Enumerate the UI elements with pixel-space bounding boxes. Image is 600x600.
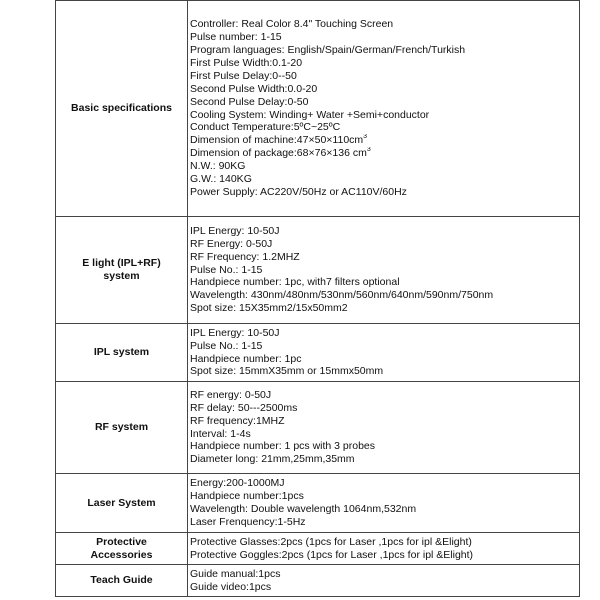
- row-label-line: Accessories: [90, 548, 153, 561]
- spec-line: Program languages: English/Spain/German/French/Turkish: [190, 43, 466, 56]
- spec-line: Handpiece number: 1 pcs with 3 probes: [190, 440, 376, 453]
- row-label-line: Protective: [96, 535, 147, 548]
- row-label: [56, 533, 188, 565]
- spec-line: Conduct Temperature:5ºC~25ºC: [190, 121, 341, 134]
- table-row-ipl-system: [56, 324, 580, 382]
- spec-line: Spot size: 15X35mm2/15x50mm2: [190, 302, 348, 315]
- spec-line: RF Frequency: 1.2MHZ: [190, 250, 300, 263]
- spec-line: Wavelength: 430nm/480nm/530nm/560nm/640nm/590nm/750nm: [190, 289, 494, 302]
- cubic-superscript: 3: [363, 134, 368, 141]
- row-label-line: system: [103, 270, 140, 282]
- spec-line: Diameter long: 21mm,25mm,35mm: [190, 453, 355, 466]
- row-content: [188, 324, 580, 382]
- spec-line: First Pulse Width:0.1-20: [190, 56, 303, 69]
- table-row-basic-specifications: [56, 1, 580, 217]
- specifications-table: [55, 0, 580, 597]
- spec-line: RF delay: 50---2500ms: [190, 401, 298, 414]
- table-row-protective-accessories: [56, 533, 580, 565]
- row-label: RF system: [56, 382, 188, 474]
- spec-line: Second Pulse Width:0.0-20: [190, 82, 318, 95]
- row-content: [188, 217, 580, 324]
- row-label-line: E light (IPL+RF): [82, 257, 161, 269]
- row-content: [188, 1, 580, 217]
- table-row-rf-system: [56, 382, 580, 474]
- spec-line: RF frequency:1MHZ: [190, 414, 285, 427]
- spec-line: Pulse No.: 1-15: [190, 339, 263, 352]
- spec-line: Handpiece number: 1pc, with7 filters optional: [190, 276, 400, 289]
- row-label: [56, 217, 188, 324]
- spec-line: Guide manual:1pcs: [190, 567, 281, 580]
- spec-line: Handpiece number:1pcs: [190, 490, 304, 503]
- spec-line: RF energy: 0-50J: [190, 388, 272, 401]
- package-dimension-text: Dimension of package:68×76×136 cm: [190, 147, 367, 160]
- row-label: IPL system: [56, 324, 188, 382]
- spec-line: IPL Energy: 10-50J: [190, 224, 280, 237]
- row-content: [188, 533, 580, 565]
- spec-line: Guide video:1pcs: [190, 580, 272, 593]
- row-label: Laser System: [56, 474, 188, 533]
- spec-line: IPL Energy: 10-50J: [190, 326, 280, 339]
- row-content: [188, 382, 580, 474]
- row-label: Teach Guide: [56, 565, 188, 597]
- spec-line: RF Energy: 0-50J: [190, 237, 273, 250]
- spec-line: [190, 147, 577, 160]
- spec-line: Energy:200-1000MJ: [190, 477, 285, 490]
- spec-line: Pulse No.: 1-15: [190, 263, 263, 276]
- spec-line: Power Supply: AC220V/50Hz or AC110V/60Hz: [190, 185, 407, 198]
- spec-line: First Pulse Delay:0--50: [190, 69, 297, 82]
- spec-line: Protective Glasses:2pcs (1pcs for Laser ,1pcs for ipl &Elight): [190, 535, 472, 548]
- spec-line: Cooling System: Winding+ Water +Semi+conductor: [190, 108, 430, 121]
- row-content: [188, 474, 580, 533]
- spec-line: Wavelength: Double wavelength 1064nm,532nm: [190, 503, 417, 515]
- spec-line: Laser Frenquency:1-5Hz: [190, 515, 306, 528]
- spec-line: N.W.: 90KG: [190, 160, 246, 173]
- spec-line: Protective Goggles:2pcs (1pcs for Laser ,1pcs for ipl &Elight): [190, 548, 474, 561]
- table-row-laser-system: [56, 474, 580, 533]
- machine-dimension-text: Dimension of machine:47×50×110cm: [190, 134, 364, 147]
- spec-line: [190, 134, 577, 147]
- spec-line: Interval: 1-4s: [190, 427, 251, 440]
- table-row-teach-guide: [56, 565, 580, 597]
- spec-line: Spot size: 15mmX35mm or 15mmx50mm: [190, 365, 384, 378]
- spec-line: Handpiece number: 1pc: [190, 352, 302, 365]
- cubic-superscript: 3: [366, 147, 371, 154]
- spec-line: Controller: Real Color 8.4" Touching Screen: [190, 18, 394, 31]
- spec-line: Second Pulse Delay:0-50: [190, 95, 309, 108]
- row-label: Basic specifications: [56, 1, 188, 217]
- spec-line: Pulse number: 1-15: [190, 31, 282, 44]
- table-row-e-light-system: [56, 217, 580, 324]
- row-content: [188, 565, 580, 597]
- spec-line: G.W.: 140KG: [190, 173, 252, 186]
